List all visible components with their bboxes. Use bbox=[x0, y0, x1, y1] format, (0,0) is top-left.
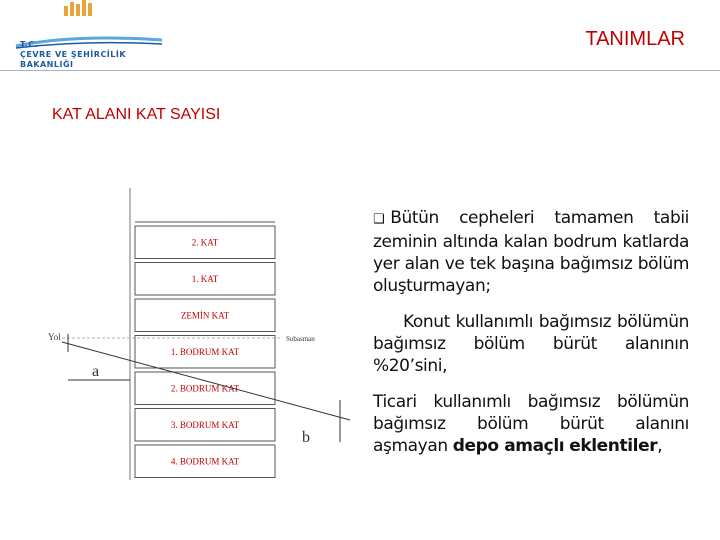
logo-line-ministry: ÇEVRE VE ŞEHİRCİLİK bbox=[20, 50, 127, 59]
floor-label: 2. BODRUM KAT bbox=[170, 383, 240, 394]
logo-line-tc: T.C. bbox=[20, 40, 39, 49]
bullet-residential bbox=[373, 311, 689, 377]
yol-label: Yol bbox=[48, 332, 61, 342]
floor-label: ZEMİN KAT bbox=[180, 310, 230, 321]
floor-label: 1. KAT bbox=[191, 273, 219, 284]
definition-list bbox=[373, 207, 689, 471]
bullet-commercial bbox=[373, 391, 689, 457]
bullet-2-text: Konut kullanımlı bağımsız bölümün bağımsız bölüm bürüt alanının %20’sini, bbox=[373, 312, 689, 376]
bullet-1-text: Bütün cepheleri tamamen tabii zeminin altında kalan bodrum katlarda yer alan ve tek başına bağımsız bölüm oluşturmayan; bbox=[373, 208, 689, 296]
floor-stack bbox=[135, 222, 275, 478]
floor-label: 1. BODRUM KAT bbox=[170, 346, 240, 357]
bullet-3-text: Ticari kullanımlı bağımsız bölümün bağımsız bölüm bürüt alanını aşmayan bbox=[373, 392, 689, 456]
floor-label: 4. BODRUM KAT bbox=[170, 456, 240, 467]
b-label: b bbox=[302, 429, 310, 446]
header-divider bbox=[0, 70, 720, 71]
page-title: TANIMLAR bbox=[585, 28, 685, 50]
bullet-3-suffix: , bbox=[657, 436, 663, 456]
bullet-3-bold-eklentiler: eklentiler bbox=[569, 436, 658, 456]
ministry-logo bbox=[14, 14, 164, 70]
bullet-3-bold-depo: depo amaçlı bbox=[452, 436, 565, 456]
floor-diagram bbox=[40, 180, 370, 485]
checkbox-bullet-icon: ❑ bbox=[373, 212, 385, 227]
bullet-basement-condition bbox=[373, 207, 689, 297]
section-subtitle: KAT ALANI KAT SAYISI bbox=[52, 106, 221, 123]
subasman-label: Subasman bbox=[286, 335, 315, 343]
a-label: a bbox=[92, 363, 100, 380]
floor-label: 2. KAT bbox=[191, 237, 219, 248]
logo-line-bakanligi: BAKANLIĞI bbox=[20, 60, 74, 69]
floor-label: 3. BODRUM KAT bbox=[170, 419, 240, 430]
